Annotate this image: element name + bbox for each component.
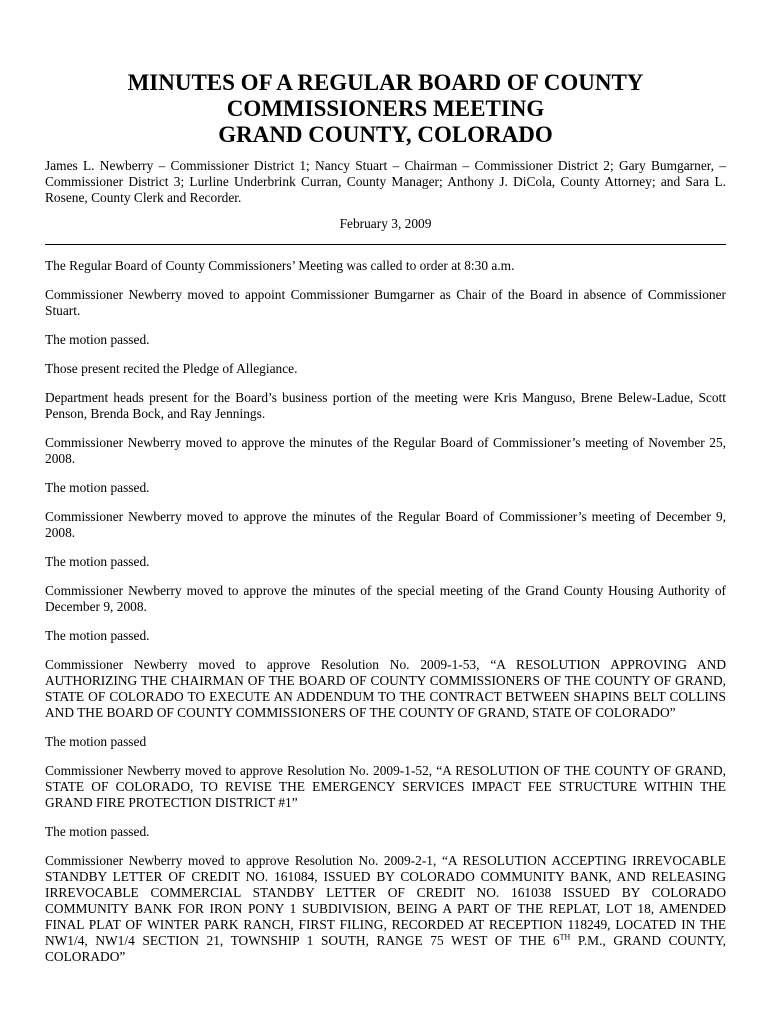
title-line-3: GRAND COUNTY, COLORADO <box>218 122 553 147</box>
paragraph-motion-passed: The motion passed. <box>45 332 150 347</box>
paragraph-motion-passed: The motion passed. <box>45 480 150 495</box>
paragraph-motion-passed: The motion passed. <box>45 628 150 643</box>
document-title <box>45 70 726 148</box>
paragraph-minutes-nov-25: Commissioner Newberry moved to approve the minutes of the Regular Board of Commissioner’s meeting of November 25, 2008. <box>45 435 726 466</box>
divider-rule <box>45 244 726 245</box>
paragraph-motion-passed: The motion passed. <box>45 554 150 569</box>
paragraph-call-to-order: The Regular Board of County Commissioners’ Meeting was called to order at 8:30 a.m. <box>45 258 515 273</box>
paragraph-resolution-2009-1-52: Commissioner Newberry moved to approve Resolution No. 2009-1-52, “A RESOLUTION OF THE COUNTY OF GRAND, STATE OF COLORADO, TO REVISE THE EMERGENCY SERVICES IMPACT FEE STRUCTURE WITHIN THE GRAND FIRE PROTECTION DISTRICT #1” <box>45 763 726 810</box>
resolution-text-end: P.M., GRAND COUNTY, COLORADO” <box>45 933 726 964</box>
paragraph-appoint-chair: Commissioner Newberry moved to appoint Commissioner Bumgarner as Chair of the Board in absence of Commissioner Stuart. <box>45 287 726 318</box>
title-line-2: COMMISSIONERS MEETING <box>226 96 545 121</box>
resolution-text: Commissioner Newberry moved to approve Resolution No. 2009-2-1, “A RESOLUTION ACCEPTING IRREVOCABLE STANDBY LETTER OF CREDIT NO. 161084, ISSUED BY COLORADO COMMUNITY BANK, AND RELEASING IRREVOCABLE COMMERCIAL STANDBY LETTER OF CREDIT NO. 161038 ISSUED BY COLORADO COMMUNITY BANK FOR IRON PONY 1 SUBDIVISION, BEING A PART OF THE REPLAT, LOT 18, AMENDED FINAL PLAT OF WINTER PARK RANCH, FIRST FILING, RECORDED AT RECEPTION 118249, LOCATED IN THE NW1/4, NW1/4 SECTION 21, TOWNSHIP 1 SOUTH, RANGE 75 WEST OF THE 6 <box>45 853 726 948</box>
document-page <box>45 70 726 978</box>
paragraph-resolution-2009-2-1 <box>45 853 726 965</box>
paragraph-pledge: Those present recited the Pledge of Allegiance. <box>45 361 298 376</box>
paragraph-motion-passed: The motion passed. <box>45 824 150 839</box>
title-line-1: MINUTES OF A REGULAR BOARD OF COUNTY <box>127 70 644 95</box>
paragraph-housing-authority: Commissioner Newberry moved to approve the minutes of the special meeting of the Grand County Housing Authority of December 9, 2008. <box>45 583 726 614</box>
ordinal-superscript: TH <box>559 932 571 942</box>
paragraph-minutes-dec-9: Commissioner Newberry moved to approve the minutes of the Regular Board of Commissioner’s meeting of December 9, 2008. <box>45 509 726 540</box>
attendees-list: James L. Newberry – Commissioner District 1; Nancy Stuart – Chairman – Commissioner District 2; Gary Bumgarner, – Commissioner District 3; Lurline Underbrink Curran, County Manager; Anthony J. DiCola, County Attorney; and Sara L. Rosene, County Clerk and Recorder. <box>45 158 726 205</box>
meeting-date: February 3, 2009 <box>339 216 432 231</box>
paragraph-motion-passed: The motion passed <box>45 734 147 749</box>
paragraph-resolution-2009-1-53: Commissioner Newberry moved to approve Resolution No. 2009-1-53, “A RESOLUTION APPROVING AND AUTHORIZING THE CHAIRMAN OF THE BOARD OF COUNTY COMMISSIONERS OF THE COUNTY OF GRAND, STATE OF COLORADO TO EXECUTE AN ADDENDUM TO THE CONTRACT BETWEEN SHAPINS BELT COLLINS AND THE BOARD OF COUNTY COMMISSIONERS OF THE COUNTY OF GRAND, STATE OF COLORADO” <box>45 657 726 720</box>
paragraph-department-heads: Department heads present for the Board’s business portion of the meeting were Kris Manguso, Brene Belew-Ladue, Scott Penson, Brenda Bock, and Ray Jennings. <box>45 390 726 421</box>
